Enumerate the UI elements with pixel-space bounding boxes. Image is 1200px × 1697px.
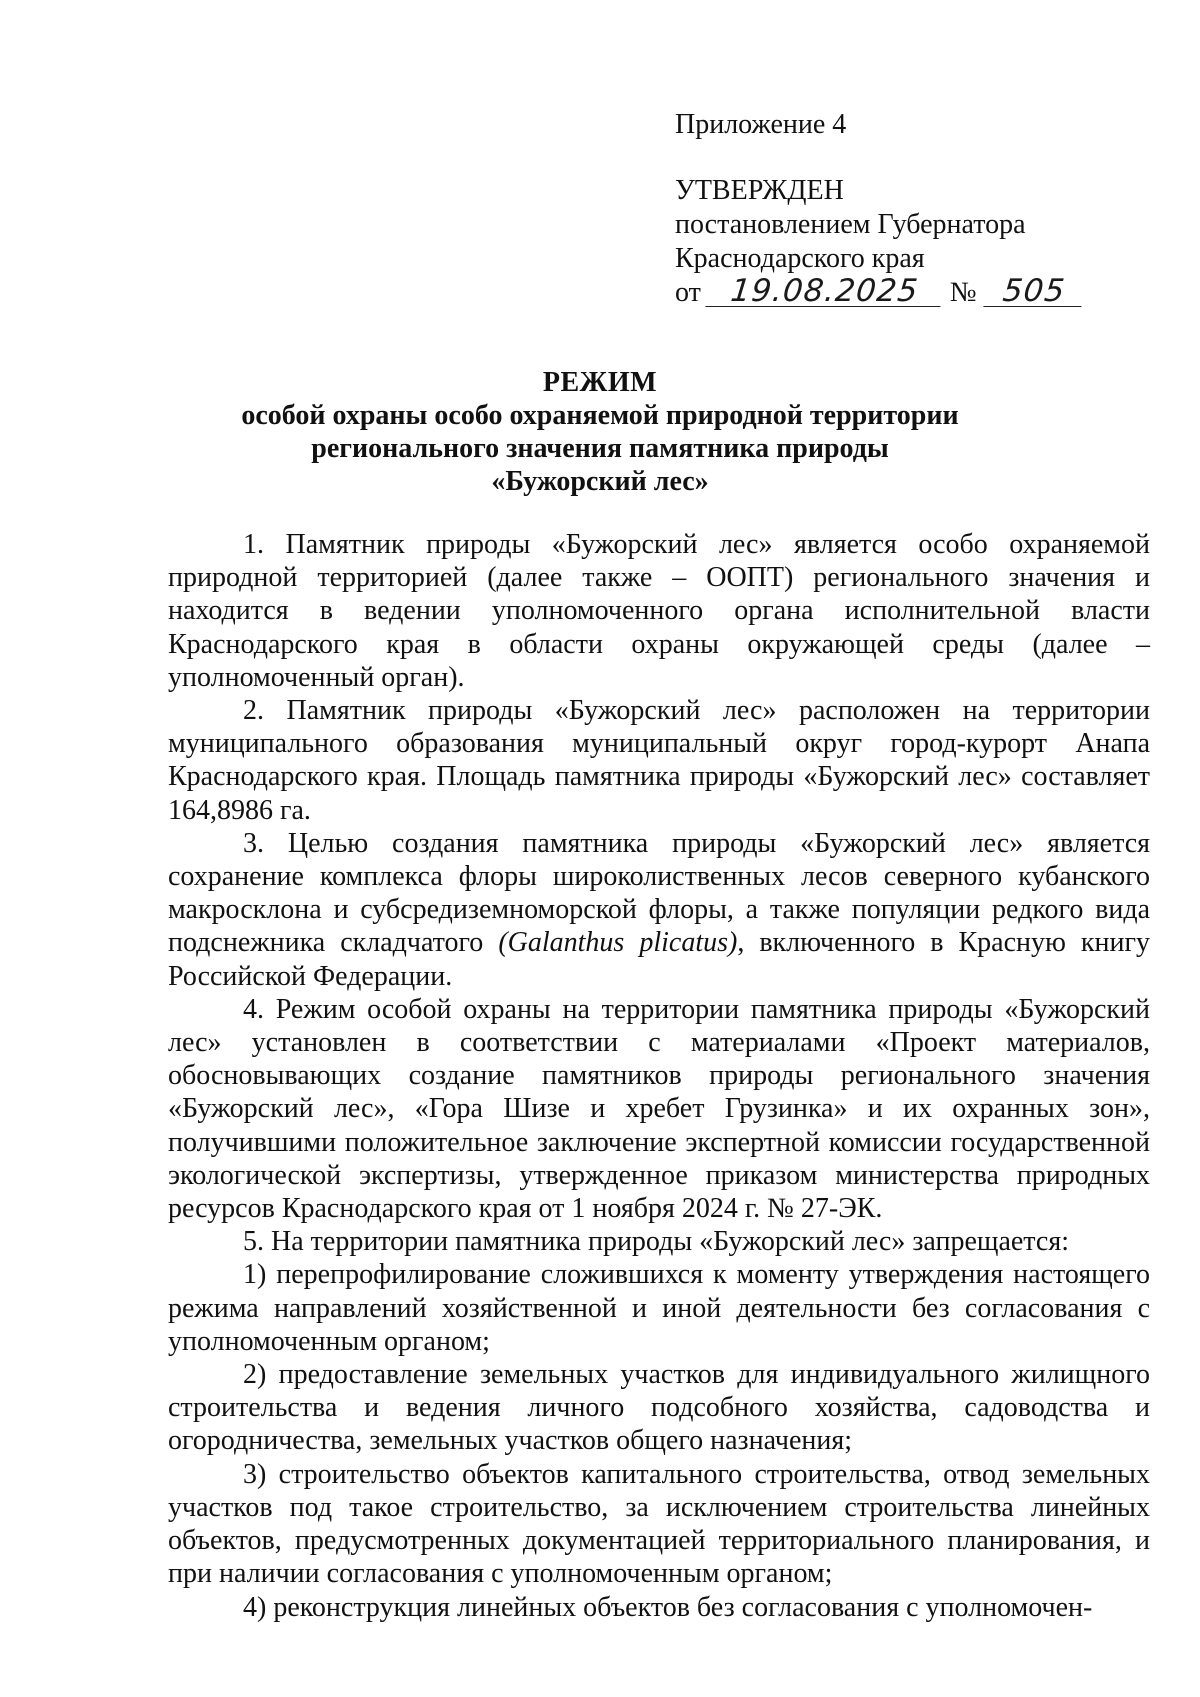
approval-block [675,108,1135,310]
paragraph-1: 1. Памятник природы «Бужорский лес» является особо охраняемой природной территорией (далее также – ООПТ) регионального значения и находится в ведении уполномоченного органа исполнительной власти Краснодарского края в области охраны окружающей среды (далее – уполномоченный орган). [168,529,1150,693]
date-number-line [675,273,1135,310]
heading-line-3: «Бужорский лес» [491,466,709,497]
paragraph-3-text-b: , включенного в Красную книгу Российской Федерации. [168,927,1150,992]
paragraph-4: 4. Режим особой охраны на территории памятника природы «Бужорский лес» установлен в соответствии с материалами «Проект материалов, обосновывающих создание памятников природы регионального значения «Бужорский лес», «Гора Шизе и хребет Грузинка» и их охранных зон», получившими положительное заключение экспертной комиссии государственной экологической экспертизы, утвержденное приказом министерства природных ресурсов Краснодарского края от 1 ноября 2024 г. № 27-ЭК. [168,993,1150,1225]
number-sign: № [949,277,977,308]
heading-title: РЕЖИМ [542,367,658,398]
heading-line-2: регионального значения памятника природы [311,433,889,464]
paragraph-3 [168,827,1150,993]
heading-line-1: особой охраны особо охраняемой природной территории [241,400,959,431]
document-heading [160,366,1040,498]
approved-by-line: постановлением Губернатора [675,209,1026,240]
paragraph-5: 5. На территории памятника природы «Бужорский лес» запрещается: [243,1226,1069,1258]
list-item-1: 1) перепрофилирование сложившихся к моменту утверждения настоящего режима направлений хозяйственной и иной деятельности без согласования с уполномоченным органом; [168,1259,1150,1357]
list-item-3: 3) строительство объектов капитального строительства, отвод земельных участков под такое строительство, за исключением строительства линейных объектов, предусмотренных документацией территориального планирования, и при наличии согласования с уполномоченным органом; [168,1458,1150,1590]
handwritten-number: 505 [983,276,1084,307]
appendix-label: Приложение 4 [675,109,847,140]
list-item-2: 2) предоставление земельных участков для индивидуального жилищного строительства и ведения личного подсобного хозяйства, садоводства и огородничества, земельных участков общего назначения; [168,1359,1150,1457]
paragraph-2: 2. Памятник природы «Бужорский лес» расположен на территории муниципального образования муниципальный округ город-курорт Анапа Краснодарского края. Площадь памятника природы «Бужорский лес» составляет 164,8986 га. [168,695,1150,826]
handwritten-date: 19.08.2025 [705,276,943,307]
approved-label: УТВЕРЖДЕН [675,175,844,206]
document-body [168,528,1150,1624]
paragraph-3-text-a: 3. Целью создания памятника природы «Бужорский лес» является сохранение комплекса флоры широколиственных лесов северного кубанского макросклона и субсредиземноморской флоры, а также популяции редкого вида подснежника складчатого [168,827,1150,959]
list-item-4: 4) реконструкция линейных объектов без согласования с уполномочен- [243,1591,1093,1623]
approved-region-line: Краснодарского края [675,243,925,274]
date-from-label: от [675,277,701,308]
species-latin-name: (Galanthus plicatus) [498,927,738,959]
